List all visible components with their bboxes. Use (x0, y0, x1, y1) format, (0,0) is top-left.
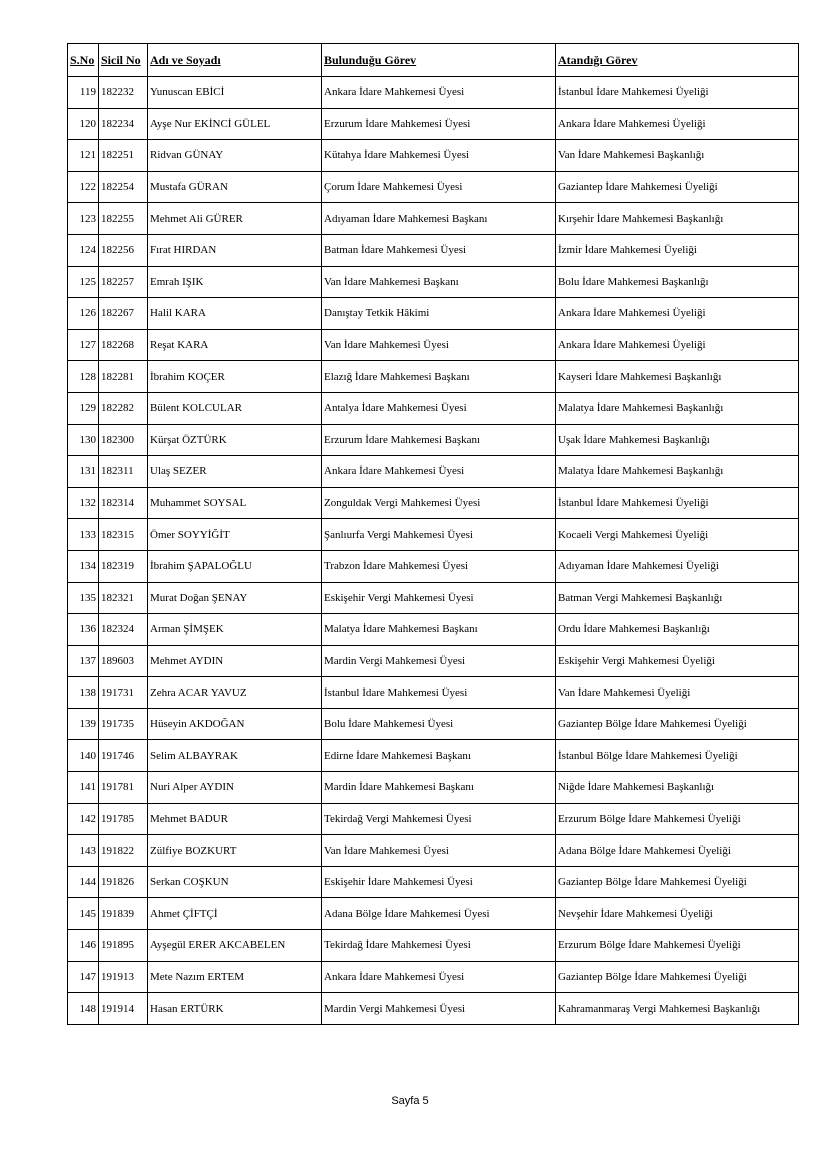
cell-sno: 145 (68, 898, 99, 930)
header-sicil-no: Sicil No (99, 44, 148, 77)
cell-sno: 142 (68, 803, 99, 835)
cell-current-position: Adana Bölge İdare Mahkemesi Üyesi (322, 898, 556, 930)
cell-assigned-position: Adıyaman İdare Mahkemesi Üyeliği (556, 550, 799, 582)
cell-name: Selim ALBAYRAK (148, 740, 322, 772)
cell-name: Emrah IŞIK (148, 266, 322, 298)
table-row (68, 898, 799, 930)
cell-assigned-position: Batman Vergi Mahkemesi Başkanlığı (556, 582, 799, 614)
cell-sno: 126 (68, 298, 99, 330)
cell-name: Arman ŞİMŞEK (148, 614, 322, 646)
table-row (68, 266, 799, 298)
cell-sno: 140 (68, 740, 99, 772)
cell-sno: 124 (68, 234, 99, 266)
cell-sicil-no: 182319 (99, 550, 148, 582)
cell-sno: 119 (68, 77, 99, 109)
header-current-position: Bulunduğu Görev (322, 44, 556, 77)
cell-sno: 136 (68, 614, 99, 646)
cell-current-position: Kütahya İdare Mahkemesi Üyesi (322, 140, 556, 172)
table-row (68, 772, 799, 804)
cell-name: Hüseyin AKDOĞAN (148, 708, 322, 740)
cell-name: Murat Doğan ŞENAY (148, 582, 322, 614)
cell-current-position: Tekirdağ İdare Mahkemesi Üyesi (322, 930, 556, 962)
cell-sno: 147 (68, 961, 99, 993)
table-row (68, 961, 799, 993)
cell-current-position: Trabzon İdare Mahkemesi Üyesi (322, 550, 556, 582)
cell-sicil-no: 191735 (99, 708, 148, 740)
cell-name: Bülent KOLCULAR (148, 392, 322, 424)
cell-sicil-no: 182255 (99, 203, 148, 235)
table-row (68, 392, 799, 424)
cell-sno: 146 (68, 930, 99, 962)
table-body (68, 77, 799, 1025)
cell-sicil-no: 191785 (99, 803, 148, 835)
cell-name: Mehmet Ali GÜRER (148, 203, 322, 235)
cell-assigned-position: Gaziantep Bölge İdare Mahkemesi Üyeliği (556, 708, 799, 740)
cell-current-position: Erzurum İdare Mahkemesi Başkanı (322, 424, 556, 456)
cell-name: İbrahim ŞAPALOĞLU (148, 550, 322, 582)
cell-sno: 135 (68, 582, 99, 614)
cell-sno: 139 (68, 708, 99, 740)
cell-sicil-no: 191731 (99, 677, 148, 709)
cell-assigned-position: Adana Bölge İdare Mahkemesi Üyeliği (556, 835, 799, 867)
cell-current-position: Van İdare Mahkemesi Başkanı (322, 266, 556, 298)
cell-sicil-no: 191913 (99, 961, 148, 993)
cell-name: Muhammet SOYSAL (148, 487, 322, 519)
cell-sicil-no: 182300 (99, 424, 148, 456)
cell-current-position: Ankara İdare Mahkemesi Üyesi (322, 456, 556, 488)
cell-sicil-no: 182232 (99, 77, 148, 109)
cell-sno: 129 (68, 392, 99, 424)
cell-sno: 128 (68, 361, 99, 393)
cell-name: Nuri Alper AYDIN (148, 772, 322, 804)
cell-current-position: Malatya İdare Mahkemesi Başkanı (322, 614, 556, 646)
table-row (68, 677, 799, 709)
cell-current-position: Eskişehir İdare Mahkemesi Üyesi (322, 866, 556, 898)
cell-sicil-no: 182315 (99, 519, 148, 551)
cell-current-position: Zonguldak Vergi Mahkemesi Üyesi (322, 487, 556, 519)
cell-name: Yunuscan EBİCİ (148, 77, 322, 109)
cell-current-position: Eskişehir Vergi Mahkemesi Üyesi (322, 582, 556, 614)
cell-assigned-position: Ankara İdare Mahkemesi Üyeliği (556, 108, 799, 140)
cell-sicil-no: 182257 (99, 266, 148, 298)
cell-assigned-position: İstanbul Bölge İdare Mahkemesi Üyeliği (556, 740, 799, 772)
cell-current-position: Çorum İdare Mahkemesi Üyesi (322, 171, 556, 203)
cell-assigned-position: Kırşehir İdare Mahkemesi Başkanlığı (556, 203, 799, 235)
cell-sno: 122 (68, 171, 99, 203)
cell-sicil-no: 191839 (99, 898, 148, 930)
page-number: Sayfa 5 (391, 1095, 429, 1107)
cell-name: Mehmet AYDIN (148, 645, 322, 677)
cell-sicil-no: 182268 (99, 329, 148, 361)
table-row (68, 77, 799, 109)
cell-assigned-position: Ankara İdare Mahkemesi Üyeliği (556, 298, 799, 330)
table-row (68, 582, 799, 614)
cell-sicil-no: 182251 (99, 140, 148, 172)
cell-sicil-no: 191781 (99, 772, 148, 804)
cell-sicil-no: 191822 (99, 835, 148, 867)
cell-sno: 123 (68, 203, 99, 235)
cell-sno: 125 (68, 266, 99, 298)
table-row (68, 993, 799, 1025)
cell-sicil-no: 182314 (99, 487, 148, 519)
cell-name: Ridvan GÜNAY (148, 140, 322, 172)
cell-current-position: İstanbul İdare Mahkemesi Üyesi (322, 677, 556, 709)
cell-sicil-no: 191895 (99, 930, 148, 962)
cell-assigned-position: Kahramanmaraş Vergi Mahkemesi Başkanlığı (556, 993, 799, 1025)
cell-current-position: Ankara İdare Mahkemesi Üyesi (322, 77, 556, 109)
table-row (68, 203, 799, 235)
cell-current-position: Erzurum İdare Mahkemesi Üyesi (322, 108, 556, 140)
cell-assigned-position: Erzurum Bölge İdare Mahkemesi Üyeliği (556, 803, 799, 835)
table-row (68, 456, 799, 488)
cell-assigned-position: Gaziantep Bölge İdare Mahkemesi Üyeliği (556, 961, 799, 993)
cell-sno: 134 (68, 550, 99, 582)
cell-assigned-position: Erzurum Bölge İdare Mahkemesi Üyeliği (556, 930, 799, 962)
cell-current-position: Adıyaman İdare Mahkemesi Başkanı (322, 203, 556, 235)
cell-name: Hasan ERTÜRK (148, 993, 322, 1025)
cell-assigned-position: Malatya İdare Mahkemesi Başkanlığı (556, 392, 799, 424)
table-row (68, 298, 799, 330)
cell-name: Kürşat ÖZTÜRK (148, 424, 322, 456)
cell-current-position: Tekirdağ Vergi Mahkemesi Üyesi (322, 803, 556, 835)
cell-sno: 132 (68, 487, 99, 519)
table-row (68, 866, 799, 898)
cell-sicil-no: 182321 (99, 582, 148, 614)
table-row (68, 803, 799, 835)
cell-sno: 121 (68, 140, 99, 172)
cell-assigned-position: Kayseri İdare Mahkemesi Başkanlığı (556, 361, 799, 393)
cell-assigned-position: Ankara İdare Mahkemesi Üyeliği (556, 329, 799, 361)
cell-current-position: Antalya İdare Mahkemesi Üyesi (322, 392, 556, 424)
table-row (68, 487, 799, 519)
cell-current-position: Van İdare Mahkemesi Üyesi (322, 835, 556, 867)
table-row (68, 645, 799, 677)
header-name: Adı ve Soyadı (148, 44, 322, 77)
cell-current-position: Bolu İdare Mahkemesi Üyesi (322, 708, 556, 740)
cell-sno: 138 (68, 677, 99, 709)
cell-sno: 133 (68, 519, 99, 551)
table-row (68, 234, 799, 266)
table-row (68, 329, 799, 361)
table-row (68, 361, 799, 393)
cell-current-position: Mardin Vergi Mahkemesi Üyesi (322, 993, 556, 1025)
cell-current-position: Mardin İdare Mahkemesi Başkanı (322, 772, 556, 804)
table-row (68, 930, 799, 962)
cell-current-position: Ankara İdare Mahkemesi Üyesi (322, 961, 556, 993)
cell-name: Halil KARA (148, 298, 322, 330)
cell-sicil-no: 182282 (99, 392, 148, 424)
header-assigned-position: Atandığı Görev (556, 44, 799, 77)
table-row (68, 424, 799, 456)
cell-current-position: Mardin Vergi Mahkemesi Üyesi (322, 645, 556, 677)
cell-assigned-position: İstanbul İdare Mahkemesi Üyeliği (556, 77, 799, 109)
cell-assigned-position: Uşak İdare Mahkemesi Başkanlığı (556, 424, 799, 456)
cell-assigned-position: Eskişehir Vergi Mahkemesi Üyeliği (556, 645, 799, 677)
table-row (68, 140, 799, 172)
cell-assigned-position: Ordu İdare Mahkemesi Başkanlığı (556, 614, 799, 646)
cell-current-position: Elazığ İdare Mahkemesi Başkanı (322, 361, 556, 393)
cell-assigned-position: Bolu İdare Mahkemesi Başkanlığı (556, 266, 799, 298)
cell-sicil-no: 191914 (99, 993, 148, 1025)
cell-name: Ulaş SEZER (148, 456, 322, 488)
cell-assigned-position: Nevşehir İdare Mahkemesi Üyeliği (556, 898, 799, 930)
table-row (68, 708, 799, 740)
cell-sicil-no: 182311 (99, 456, 148, 488)
cell-name: Reşat KARA (148, 329, 322, 361)
cell-assigned-position: İstanbul İdare Mahkemesi Üyeliği (556, 487, 799, 519)
cell-assigned-position: İzmir İdare Mahkemesi Üyeliği (556, 234, 799, 266)
cell-sicil-no: 182324 (99, 614, 148, 646)
cell-assigned-position: Van İdare Mahkemesi Üyeliği (556, 677, 799, 709)
cell-sicil-no: 182281 (99, 361, 148, 393)
cell-assigned-position: Kocaeli Vergi Mahkemesi Üyeliği (556, 519, 799, 551)
cell-assigned-position: Malatya İdare Mahkemesi Başkanlığı (556, 456, 799, 488)
cell-sicil-no: 182234 (99, 108, 148, 140)
cell-name: Serkan COŞKUN (148, 866, 322, 898)
cell-sno: 141 (68, 772, 99, 804)
cell-sicil-no: 182256 (99, 234, 148, 266)
cell-name: Ayşe Nur EKİNCİ GÜLEL (148, 108, 322, 140)
cell-name: Zehra ACAR YAVUZ (148, 677, 322, 709)
table-row (68, 108, 799, 140)
table-header-row (68, 44, 799, 77)
cell-sno: 127 (68, 329, 99, 361)
cell-current-position: Danıştay Tetkik Hâkimi (322, 298, 556, 330)
cell-sicil-no: 189603 (99, 645, 148, 677)
table-row (68, 614, 799, 646)
cell-name: Mete Nazım ERTEM (148, 961, 322, 993)
cell-sno: 144 (68, 866, 99, 898)
cell-assigned-position: Van İdare Mahkemesi Başkanlığı (556, 140, 799, 172)
header-sno: S.No (68, 44, 99, 77)
cell-sno: 130 (68, 424, 99, 456)
cell-sno: 143 (68, 835, 99, 867)
cell-name: Ahmet ÇİFTÇİ (148, 898, 322, 930)
cell-name: Mehmet BADUR (148, 803, 322, 835)
cell-sno: 148 (68, 993, 99, 1025)
cell-name: Zülfiye BOZKURT (148, 835, 322, 867)
cell-assigned-position: Gaziantep Bölge İdare Mahkemesi Üyeliği (556, 866, 799, 898)
table-row (68, 519, 799, 551)
cell-name: Ömer SOYYİĞİT (148, 519, 322, 551)
table-row (68, 835, 799, 867)
cell-assigned-position: Niğde İdare Mahkemesi Başkanlığı (556, 772, 799, 804)
cell-sicil-no: 182254 (99, 171, 148, 203)
cell-name: Ayşegül ERER AKCABELEN (148, 930, 322, 962)
table-row (68, 740, 799, 772)
cell-sno: 137 (68, 645, 99, 677)
cell-sicil-no: 191826 (99, 866, 148, 898)
cell-sicil-no: 191746 (99, 740, 148, 772)
assignment-table (67, 43, 799, 1025)
cell-assigned-position: Gaziantep İdare Mahkemesi Üyeliği (556, 171, 799, 203)
cell-current-position: Şanlıurfa Vergi Mahkemesi Üyesi (322, 519, 556, 551)
cell-current-position: Edirne İdare Mahkemesi Başkanı (322, 740, 556, 772)
cell-sno: 131 (68, 456, 99, 488)
cell-sicil-no: 182267 (99, 298, 148, 330)
cell-name: Mustafa GÜRAN (148, 171, 322, 203)
cell-name: Fırat HIRDAN (148, 234, 322, 266)
cell-current-position: Van İdare Mahkemesi Üyesi (322, 329, 556, 361)
table-row (68, 550, 799, 582)
cell-name: İbrahim KOÇER (148, 361, 322, 393)
cell-sno: 120 (68, 108, 99, 140)
table-row (68, 171, 799, 203)
cell-current-position: Batman İdare Mahkemesi Üyesi (322, 234, 556, 266)
